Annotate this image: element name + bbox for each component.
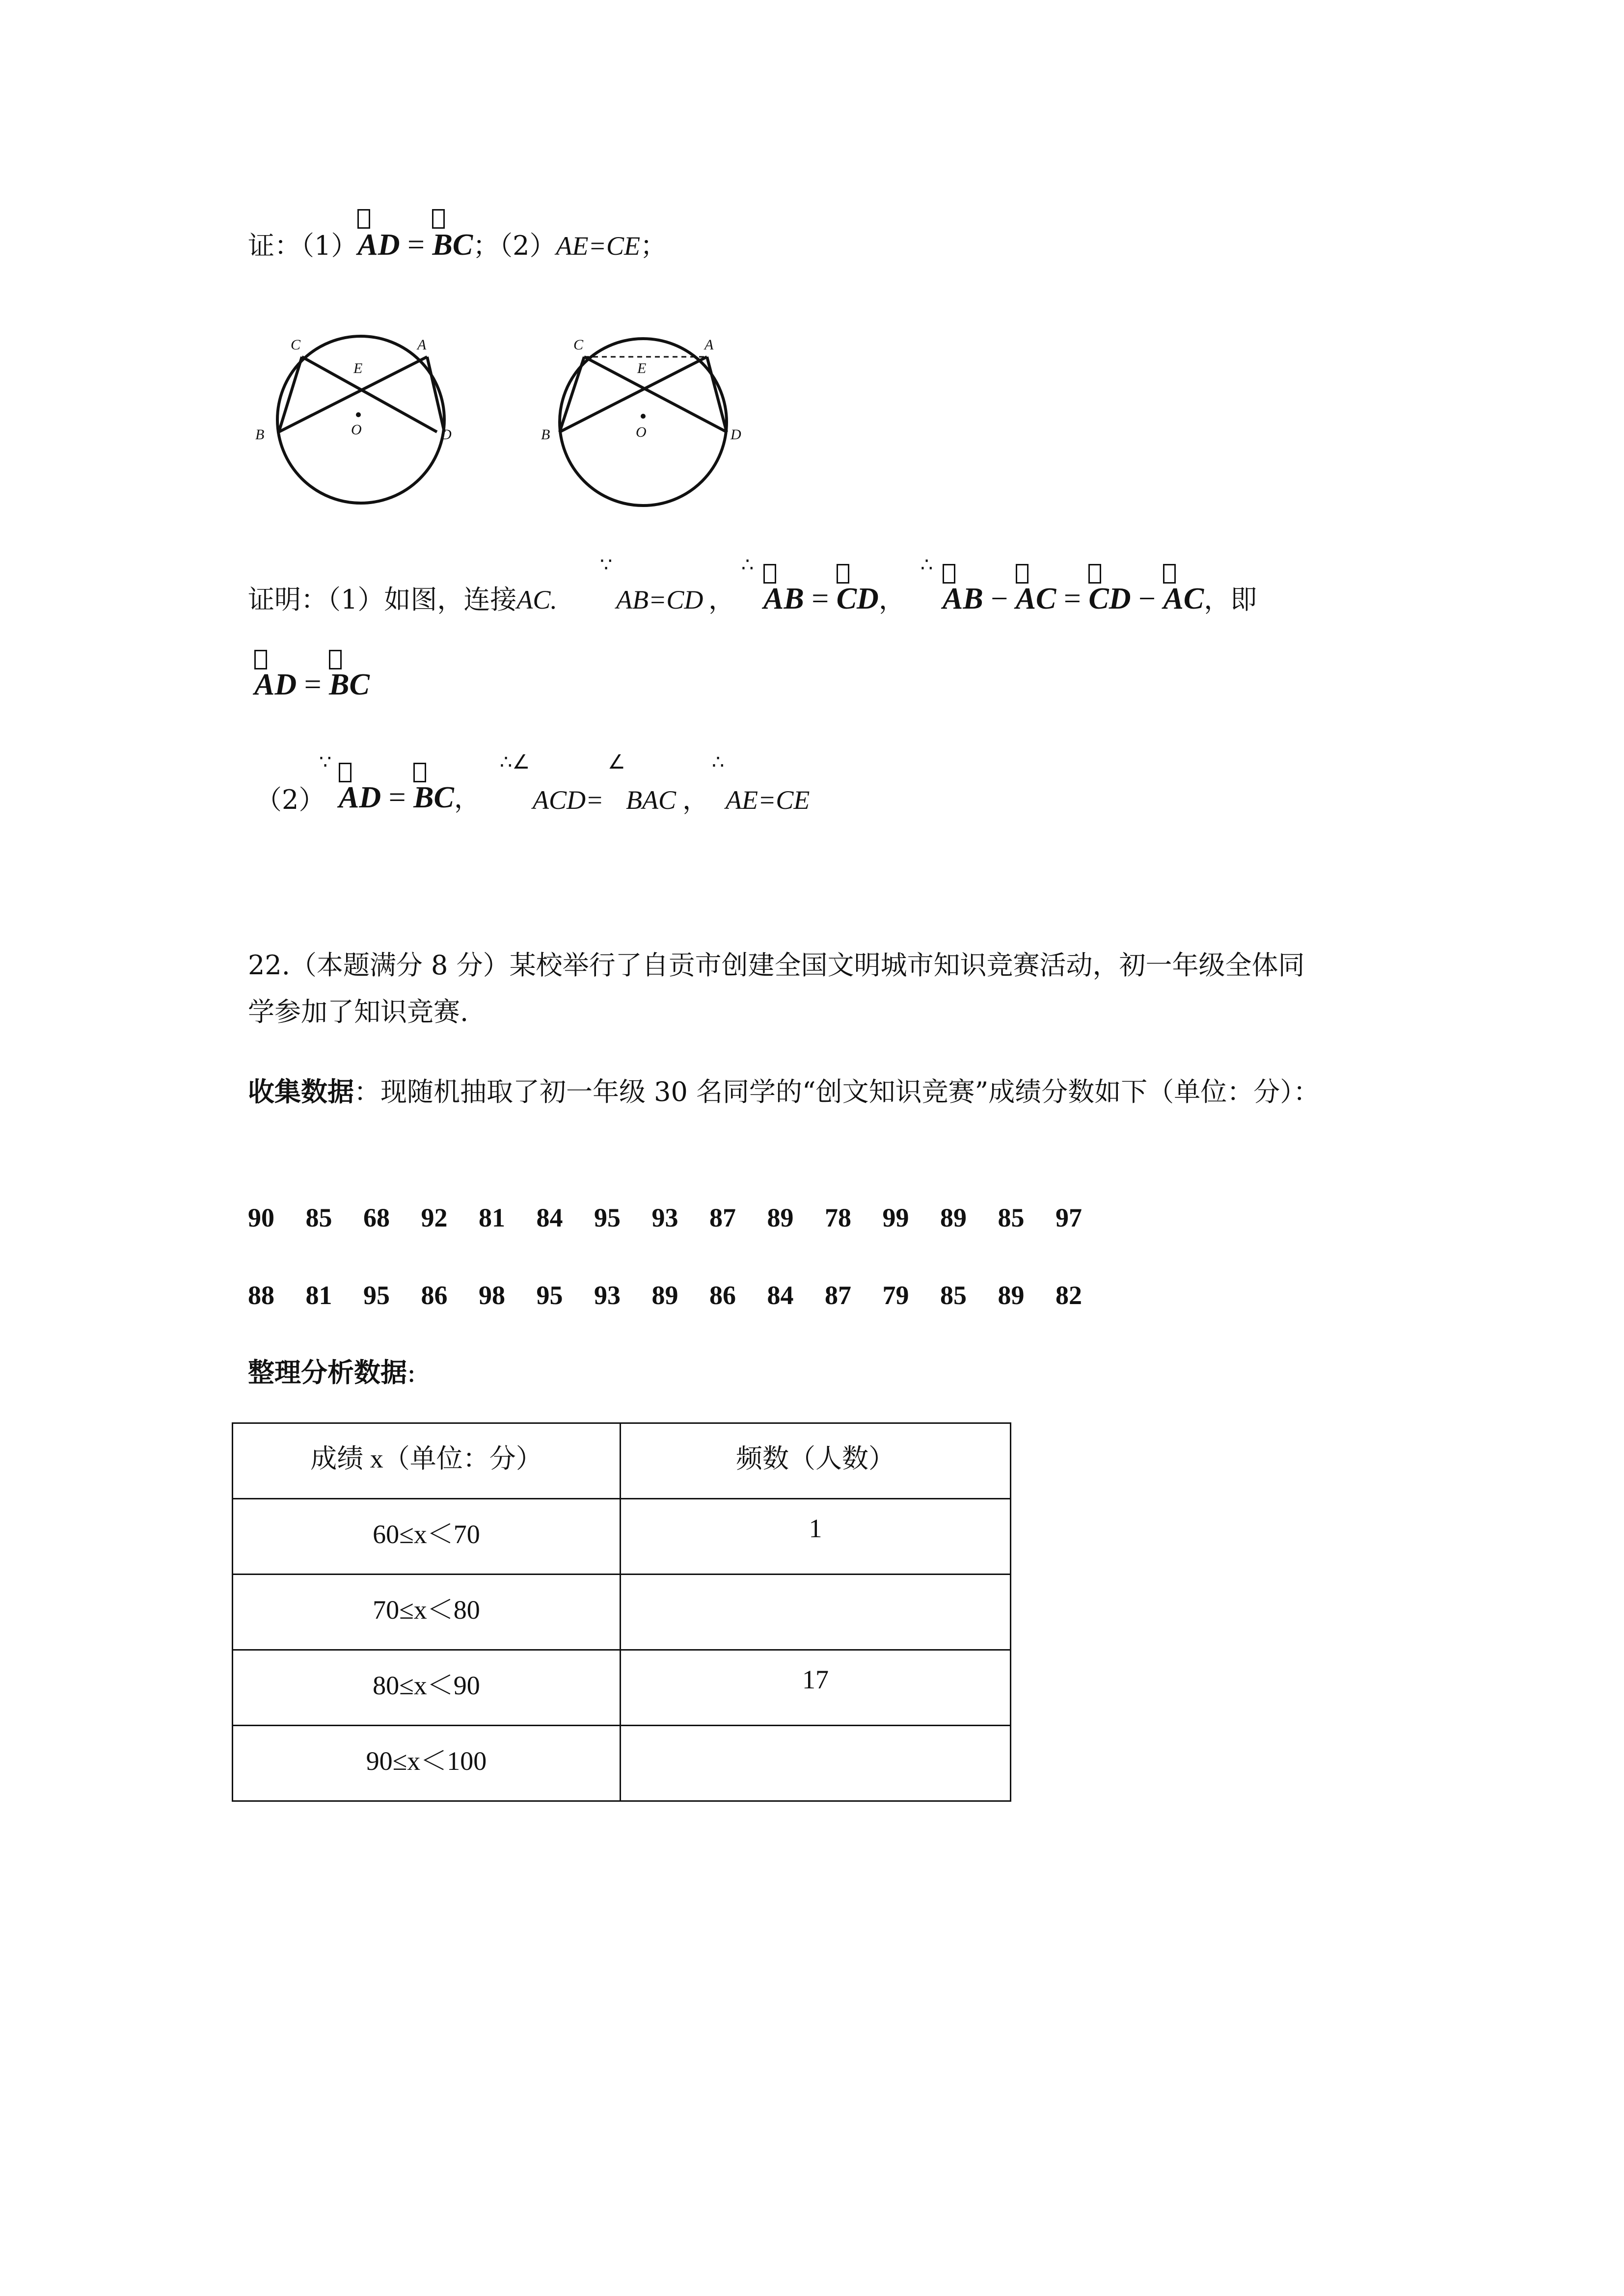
- score: 88: [248, 1281, 274, 1310]
- arc-ac: AC: [1016, 582, 1056, 616]
- colon: :: [407, 1357, 416, 1388]
- comma: ，: [878, 584, 905, 615]
- arc-bc-p2: BC: [413, 780, 454, 815]
- prove-part2: AE=CE: [556, 231, 640, 261]
- prove-end: ；: [640, 230, 667, 261]
- therefore-angle-symbol: ∴∠: [500, 751, 530, 774]
- score: 95: [536, 1281, 563, 1310]
- score: 89: [940, 1203, 967, 1232]
- count-cell: 1: [621, 1499, 1011, 1575]
- arc-symbol-icon: [432, 209, 445, 229]
- label-d-2: D: [731, 427, 741, 443]
- analyze-data-heading: [248, 1357, 416, 1389]
- label-o-1: O: [351, 422, 362, 438]
- proof1-prefix: 证明：（1）如图，连接: [248, 584, 517, 615]
- chord-ab-1: [279, 357, 427, 432]
- center-point-1: [356, 412, 361, 417]
- score: 85: [998, 1203, 1025, 1232]
- score: 97: [1056, 1203, 1082, 1232]
- score: 87: [825, 1281, 851, 1310]
- score: 81: [305, 1281, 332, 1310]
- label-a-1: A: [417, 337, 427, 353]
- proof1-ac: AC.: [516, 585, 557, 614]
- label-d-1: D: [441, 427, 452, 443]
- proof2-prefix: （2）: [255, 784, 325, 815]
- label-o-2: O: [636, 424, 647, 440]
- score: 93: [594, 1281, 621, 1310]
- range-cell: 70≤x＜80: [233, 1575, 621, 1650]
- circle-figures: [255, 329, 771, 520]
- arc-ab-2: AB: [943, 582, 983, 616]
- arc-symbol-icon: [1016, 564, 1029, 584]
- score: 92: [421, 1203, 448, 1232]
- minus-sign: −: [1131, 582, 1164, 615]
- arc-symbol-icon: [413, 763, 426, 782]
- label-b-2: B: [541, 427, 550, 443]
- table-row: [233, 1650, 1011, 1726]
- arc-cd: CD: [837, 582, 879, 616]
- score: 68: [363, 1203, 390, 1232]
- score: 89: [998, 1281, 1025, 1310]
- proof-1-line: [248, 584, 557, 616]
- proof1-line2: [254, 667, 370, 702]
- label-c-2: C: [573, 337, 584, 353]
- score: 89: [651, 1281, 678, 1310]
- proof1-tail: ，即: [1204, 584, 1257, 615]
- score: 86: [421, 1281, 448, 1310]
- arc-ad-line2: AD: [254, 667, 297, 702]
- range-cell: 90≤x＜100: [233, 1726, 621, 1801]
- arc-symbol-icon: [329, 650, 342, 669]
- equals-sign: =: [1056, 582, 1089, 615]
- score: 84: [767, 1281, 794, 1310]
- header-frequency: 频数（人数）: [621, 1423, 1011, 1499]
- score: 93: [651, 1203, 678, 1232]
- collect-data-line: [248, 1076, 1320, 1108]
- chord-cd-1: [302, 357, 437, 432]
- arc-ad: AD: [357, 227, 400, 263]
- score: 82: [1056, 1281, 1082, 1310]
- arc-symbol-icon: [339, 763, 352, 782]
- arc-ad-p2: AD: [339, 780, 381, 815]
- score: 85: [305, 1203, 332, 1232]
- equals-sign: =: [804, 582, 837, 615]
- therefore-symbol-1: ∴: [741, 554, 754, 576]
- score: 98: [479, 1281, 505, 1310]
- because-symbol-2: ∵: [319, 751, 332, 774]
- therefore-symbol-2: ∴: [920, 554, 933, 576]
- arc-ac-2: AC: [1163, 582, 1204, 616]
- label-a-2: A: [704, 337, 714, 353]
- scores-row-2: [248, 1280, 1113, 1310]
- comma: ，: [682, 784, 709, 815]
- angle-acd: ACD=: [533, 785, 604, 815]
- header-score: 成绩 x（单位：分）: [233, 1423, 621, 1499]
- score: 81: [479, 1203, 505, 1232]
- arc-symbol-icon: [837, 564, 849, 584]
- label-e-2: E: [637, 360, 647, 376]
- arc-symbol-icon: [763, 564, 776, 584]
- label-e-1: E: [353, 360, 363, 376]
- comma: ，: [454, 783, 481, 814]
- q22-line1: 22.（本题满分 8 分）某校举行了自贡市创建全国文明城市知识竞赛活动，初一年级全体同: [248, 950, 1305, 981]
- score: 78: [825, 1203, 851, 1232]
- arc-equation-1: [763, 582, 905, 616]
- q22-line2: 学参加了知识竞赛.: [248, 996, 469, 1027]
- arc-bc-line2: BC: [329, 667, 370, 702]
- label-c-1: C: [291, 337, 301, 353]
- equals-sign: =: [297, 668, 329, 701]
- arc-cd-2: CD: [1088, 582, 1131, 616]
- frequency-table: [232, 1422, 1011, 1802]
- count-cell[interactable]: [621, 1726, 1011, 1801]
- collect-data-label: 收集数据: [248, 1076, 354, 1107]
- table-row: [233, 1575, 1011, 1650]
- center-point-2: [641, 414, 646, 419]
- score: 79: [882, 1281, 909, 1310]
- prove-sep: ；（2）: [473, 230, 556, 261]
- arc-symbol-icon: [254, 650, 267, 669]
- range-cell: 80≤x＜90: [233, 1650, 621, 1726]
- label-b-1: B: [255, 427, 265, 443]
- minus-sign: −: [983, 582, 1016, 615]
- proof2-arc-equation: [339, 780, 481, 815]
- score: 86: [709, 1281, 736, 1310]
- count-cell: 17: [621, 1650, 1011, 1726]
- angle-symbol: ∠: [608, 751, 625, 774]
- because-symbol: ∵: [600, 554, 613, 576]
- therefore-symbol-3: ∴: [712, 751, 725, 774]
- collect-data-text: ：现随机抽取了初一年级 30 名同学的“创文知识竞赛”成绩分数如下（单位：分）：: [354, 1076, 1320, 1107]
- table-row: [233, 1726, 1011, 1801]
- score: 85: [940, 1281, 967, 1310]
- score: 95: [363, 1281, 390, 1310]
- analyze-data-label: 整理分析数据: [248, 1357, 407, 1388]
- arc-bc: BC: [432, 227, 473, 263]
- score: 84: [536, 1203, 563, 1232]
- arc-symbol-icon: [943, 564, 955, 584]
- table-row: [233, 1499, 1011, 1575]
- arc-symbol-icon: [1088, 564, 1101, 584]
- arc-symbol-icon: [357, 209, 370, 229]
- range-cell: 60≤x＜70: [233, 1499, 621, 1575]
- angle-bac: BAC: [626, 785, 676, 815]
- proof2-result: AE=CE: [726, 785, 810, 815]
- score: 90: [248, 1203, 274, 1232]
- proof1-condition: AB=CD: [616, 585, 704, 614]
- score: 89: [767, 1203, 794, 1232]
- score: 87: [709, 1203, 736, 1232]
- arc-symbol-icon: [1163, 564, 1176, 584]
- chord-ad-2: [707, 357, 727, 432]
- arc-ab: AB: [763, 582, 804, 616]
- prove-statement: [248, 227, 667, 263]
- count-cell[interactable]: [621, 1575, 1011, 1650]
- score: 95: [594, 1203, 621, 1232]
- table-header-row: [233, 1423, 1011, 1499]
- equals-sign: =: [400, 228, 433, 262]
- arc-equation-2: [943, 582, 1257, 616]
- score: 99: [882, 1203, 909, 1232]
- prove-prefix: 证：（1）: [248, 230, 358, 261]
- scores-row-1: [248, 1202, 1113, 1233]
- equals-sign: =: [381, 781, 414, 814]
- proof1-comma: ，: [708, 584, 735, 615]
